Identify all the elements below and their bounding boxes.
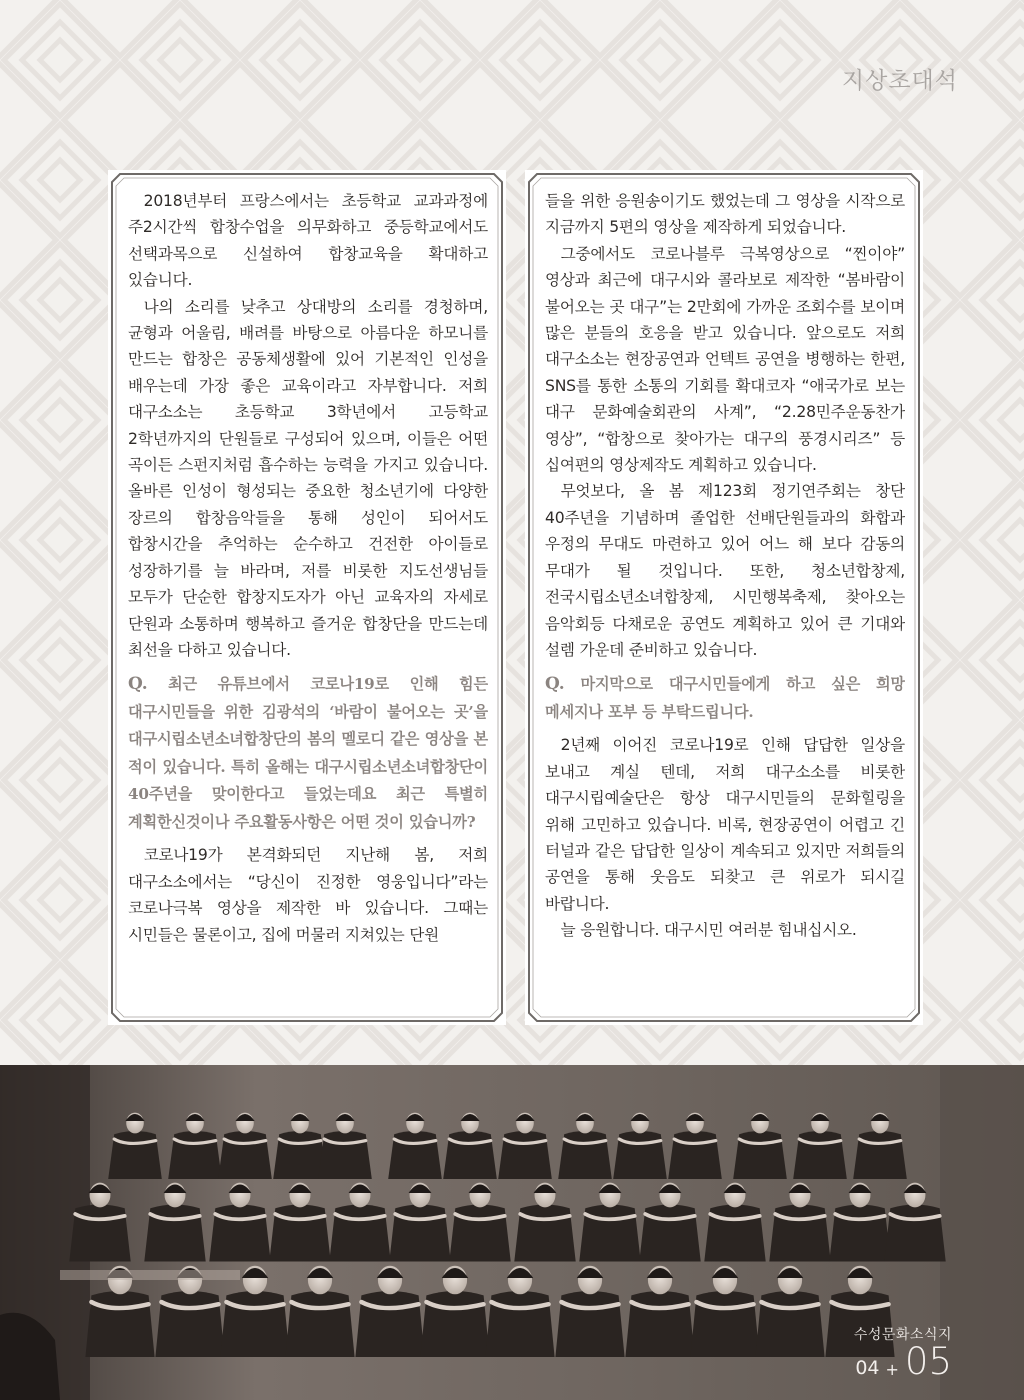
article-paragraph: 2년째 이어진 코로나19로 인해 답답한 일상을 보내고 계실 텐데, 저희 대구소소를 비롯한 대구시립예술단은 항상 대구시민들의 문화힐링을 위해 고민하고 있습니다. 비록, 현장공연이 어렵고 긴 터널과 같은 답답한 일상이 계속되고 있지만 저희들의 공연을 통해 웃음도 되찾고 큰 위로가 되시길 바랍니다. (545, 736, 905, 913)
skirt-trim (60, 1270, 240, 1280)
prev-page-number: 04 (855, 1357, 880, 1379)
interview-question (545, 671, 905, 726)
magazine-name: 수성문화소식지 (853, 1327, 952, 1343)
article-paragraph: 무엇보다, 올 봄 제123회 정기연주회는 창단 40주년을 기념하며 졸업한 선배단원들과의 화합과 우정의 무대도 마련하고 있어 어느 해 보다 감동의 무대가 될 것입니다. 또한, 청소년합창제, 전국시립소년소녀합창제, 시민행복축제, 찾아오는 음악회등 다채로운 공연도 계획하고 있어 큰 기대와 설렘 가운데 준비하고 있습니다. (545, 482, 905, 659)
question-mark-label: Q. (545, 674, 565, 695)
article-paragraph: 코로나19가 본격화되던 지난해 봄, 저희 대구소소에서는 “당신이 진정한 영웅입니다”라는 코로나극복 영상을 제작한 바 있습니다. 그때는 시민들은 물론이고, 집에 머물러 지쳐있는 단원 (128, 846, 488, 944)
page-separator: + (885, 1360, 899, 1379)
page-footer (853, 1324, 952, 1383)
interview-question (128, 671, 488, 836)
article-paragraph: 나의 소리를 낮추고 상대방의 소리를 경청하며, 균형과 어울림, 배려를 바탕으로 아름다운 하모니를 만드는 합창은 공동체생활에 있어 기본적인 인성을 배우는데 가장 좋은 교육이라고 자부합니다. 저희 대구소소는 초등학교 3학년에서 고등학교 2학년까지의 단원들로 구성되어 있으며, 이들은 어떤 곡이든 스펀지처럼 흡수하는 능력을 가지고 있습니다. 올바른 인성이 형성되는 중요한 청소년기에 다양한 장르의 합창음악들을 통해 성인이 되어서도 합창시간을 추억하는 순수하고 건전한 아이들로 성장하기를 늘 바라며, 저를 비롯한 지도선생님들 모두가 단순한 합창지도자가 아닌 교육자의 자세로 단원과 소통하며 행복하고 즐거운 합창단을 만드는데 최선을 다하고 있습니다. (128, 297, 488, 659)
article-column-right (545, 188, 905, 1011)
question-mark-label: Q. (128, 674, 148, 695)
section-title: 지상초대석 (841, 68, 958, 94)
current-page-number: 05 (904, 1340, 952, 1383)
article-panel-left (108, 170, 506, 1025)
article-paragraph: 들을 위한 응원송이기도 했었는데 그 영상을 시작으로 지금까지 5편의 영상을 제작하게 되었습니다. (545, 192, 905, 237)
article-paragraph: 2018년부터 프랑스에서는 초등학교 교과과정에 주2시간씩 합창수업을 의무화하고 중등학교에서도 선택과목으로 신설하여 합창교육을 확대하고 있습니다. (128, 192, 488, 290)
article-paragraph: 그중에서도 코로나블루 극복영상으로 “찐이야” 영상과 최근에 대구시와 콜라보로 제작한 “봄바람이 불어오는 곳 대구”는 2만회에 가까운 조회수를 보이며 많은 분들의 호응을 받고 있습니다. 앞으로도 저희 대구소소는 현장공연과 언텍트 공연을 병행하는 한편, SNS를 통한 소통의 기회를 확대코자 “애국가로 보는 대구 문화예술회관의 사계”, “2.28민주운동찬가 영상”, “합창으로 찾아가는 대구의 풍경시리즈” 등 십여편의 영상제작도 계획하고 있습니다. (545, 244, 905, 475)
question-text: 최근 유튜브에서 코로나19로 인해 힘든 대구시민들을 위한 김광석의 ‘바람이 불어오는 곳’을 대구시립소년소녀합창단의 봄의 멜로디 같은 영상을 본 적이 있습니다. 특히 올해는 대구시립소년소녀합창단이 40주년을 맞이한다고 들었는데요 최근 특별히 계획한신것이나 주요활동사항은 어떤 것이 있습니까? (128, 675, 488, 831)
choir-photo (0, 1065, 1024, 1400)
article-panel-right (525, 170, 923, 1025)
article-column-left (128, 188, 488, 1011)
question-text: 마지막으로 대구시민들에게 하고 싶은 희망 메세지나 포부 등 부탁드립니다. (545, 675, 905, 721)
page-number (854, 1340, 952, 1383)
article-paragraph: 늘 응원합니다. 대구시민 여러분 힘내십시오. (560, 921, 857, 940)
